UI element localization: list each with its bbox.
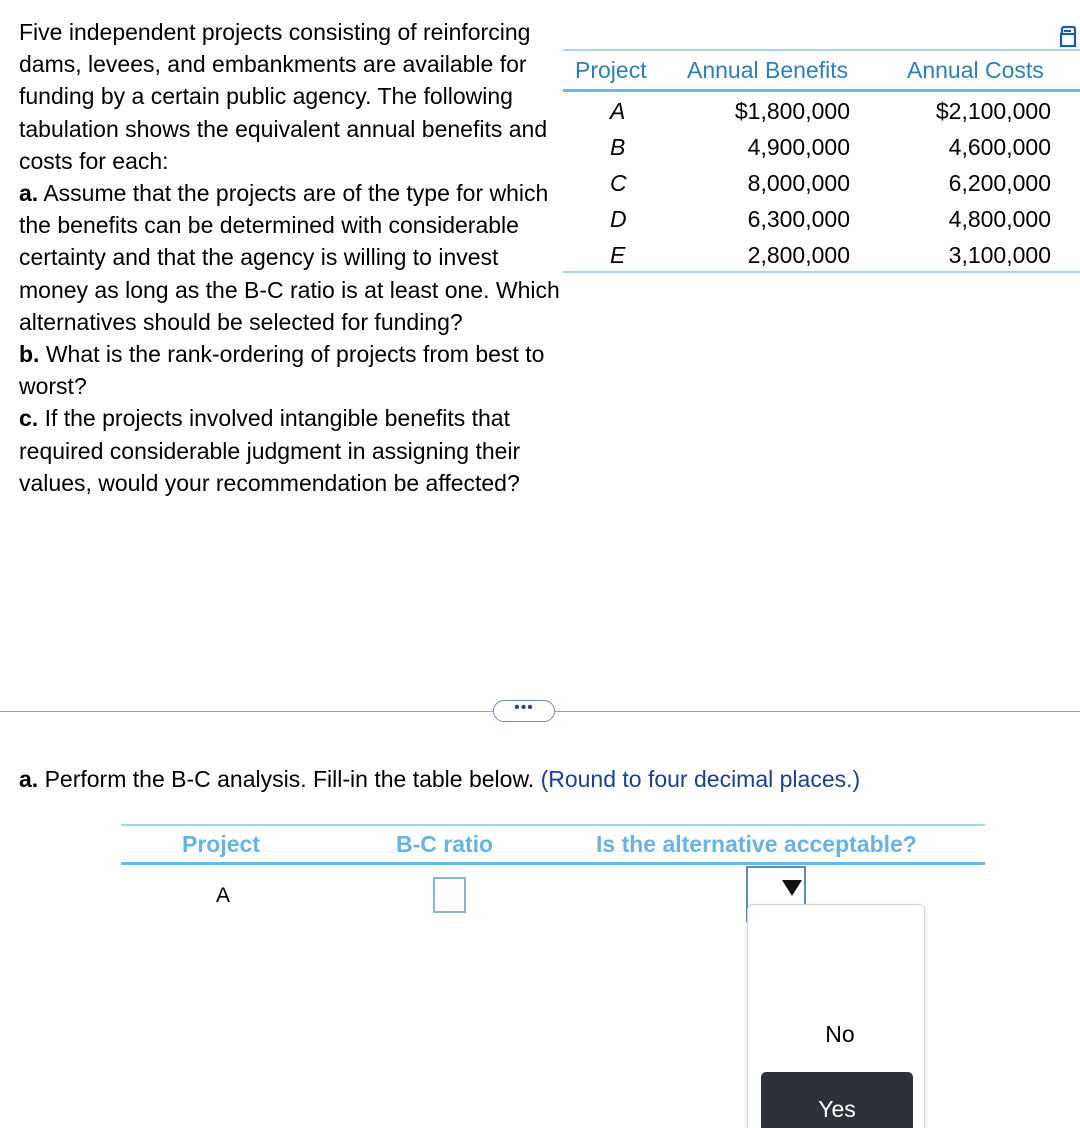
dropdown-option-no[interactable]: No xyxy=(825,1021,855,1047)
table-bottom-rule xyxy=(563,271,1080,273)
answer-table-top-rule xyxy=(121,824,985,826)
answer-row-project: A xyxy=(216,884,231,907)
answer-header-bc-ratio: B-C ratio xyxy=(396,831,494,857)
row-e-project: E xyxy=(610,242,626,268)
row-d-project: D xyxy=(610,206,627,232)
part-c-label: c. xyxy=(19,405,39,432)
row-a-costs: $2,100,000 xyxy=(935,98,1051,124)
row-c-project: C xyxy=(610,170,627,196)
header-project: Project xyxy=(575,57,647,83)
part-a-text: Assume that the projects are of the type for which the benefits can be determined with considerable certainty and that the agency is willing to invest money as long as the B-C ratio is at least one. Which alternatives should be selected for funding? xyxy=(19,180,560,335)
row-d-benefits: 6,300,000 xyxy=(747,206,850,232)
header-annual-benefits: Annual Benefits xyxy=(687,57,849,83)
dropdown-option-yes[interactable]: Yes xyxy=(761,1072,913,1128)
row-a-project: A xyxy=(610,98,626,124)
row-c-costs: 6,200,000 xyxy=(948,170,1051,196)
question-part-b xyxy=(19,338,564,402)
question-text xyxy=(19,16,564,499)
instruction-label: a. xyxy=(19,766,39,792)
part-a-label: a. xyxy=(19,180,39,207)
question-part-a xyxy=(19,177,564,338)
part-b-text: What is the rank-ordering of projects from best to worst? xyxy=(19,341,545,400)
row-e-costs: 3,100,000 xyxy=(948,242,1051,268)
answer-table-header-rule xyxy=(121,862,985,865)
row-b-costs: 4,600,000 xyxy=(948,134,1051,160)
row-e-benefits: 2,800,000 xyxy=(747,242,850,268)
dropdown-arrow-icon xyxy=(782,880,802,896)
rounding-note: (Round to four decimal places.) xyxy=(540,766,861,792)
row-d-costs: 4,800,000 xyxy=(948,206,1051,232)
row-c-benefits: 8,000,000 xyxy=(747,170,850,196)
header-annual-costs: Annual Costs xyxy=(907,57,1044,83)
dropdown-menu xyxy=(747,904,925,1128)
question-part-c xyxy=(19,402,564,499)
table-header-rule xyxy=(563,89,1080,92)
answer-header-acceptable: Is the alternative acceptable? xyxy=(596,831,917,857)
instruction-text xyxy=(19,766,860,793)
instruction-body: Perform the B-C analysis. Fill-in the table below. xyxy=(44,766,535,792)
part-b-label: b. xyxy=(19,341,40,368)
bc-ratio-input[interactable] xyxy=(433,877,466,913)
row-b-benefits: 4,900,000 xyxy=(747,134,850,160)
table-top-rule xyxy=(563,49,1080,51)
question-intro: Five independent projects consisting of reinforcing dams, levees, and embankments are available for funding by a certain public agency. The following tabulation shows the equivalent annual benefits and costs for each: xyxy=(19,19,548,174)
copy-data-icon[interactable] xyxy=(1059,24,1079,48)
part-c-text: If the projects involved intangible benefits that required considerable judgment in assigning their values, would your recommendation be affected? xyxy=(19,405,521,496)
row-a-benefits: $1,800,000 xyxy=(734,98,850,124)
row-b-project: B xyxy=(610,134,626,160)
answer-header-project: Project xyxy=(182,831,260,857)
expand-more-button[interactable]: ••• xyxy=(493,700,555,722)
